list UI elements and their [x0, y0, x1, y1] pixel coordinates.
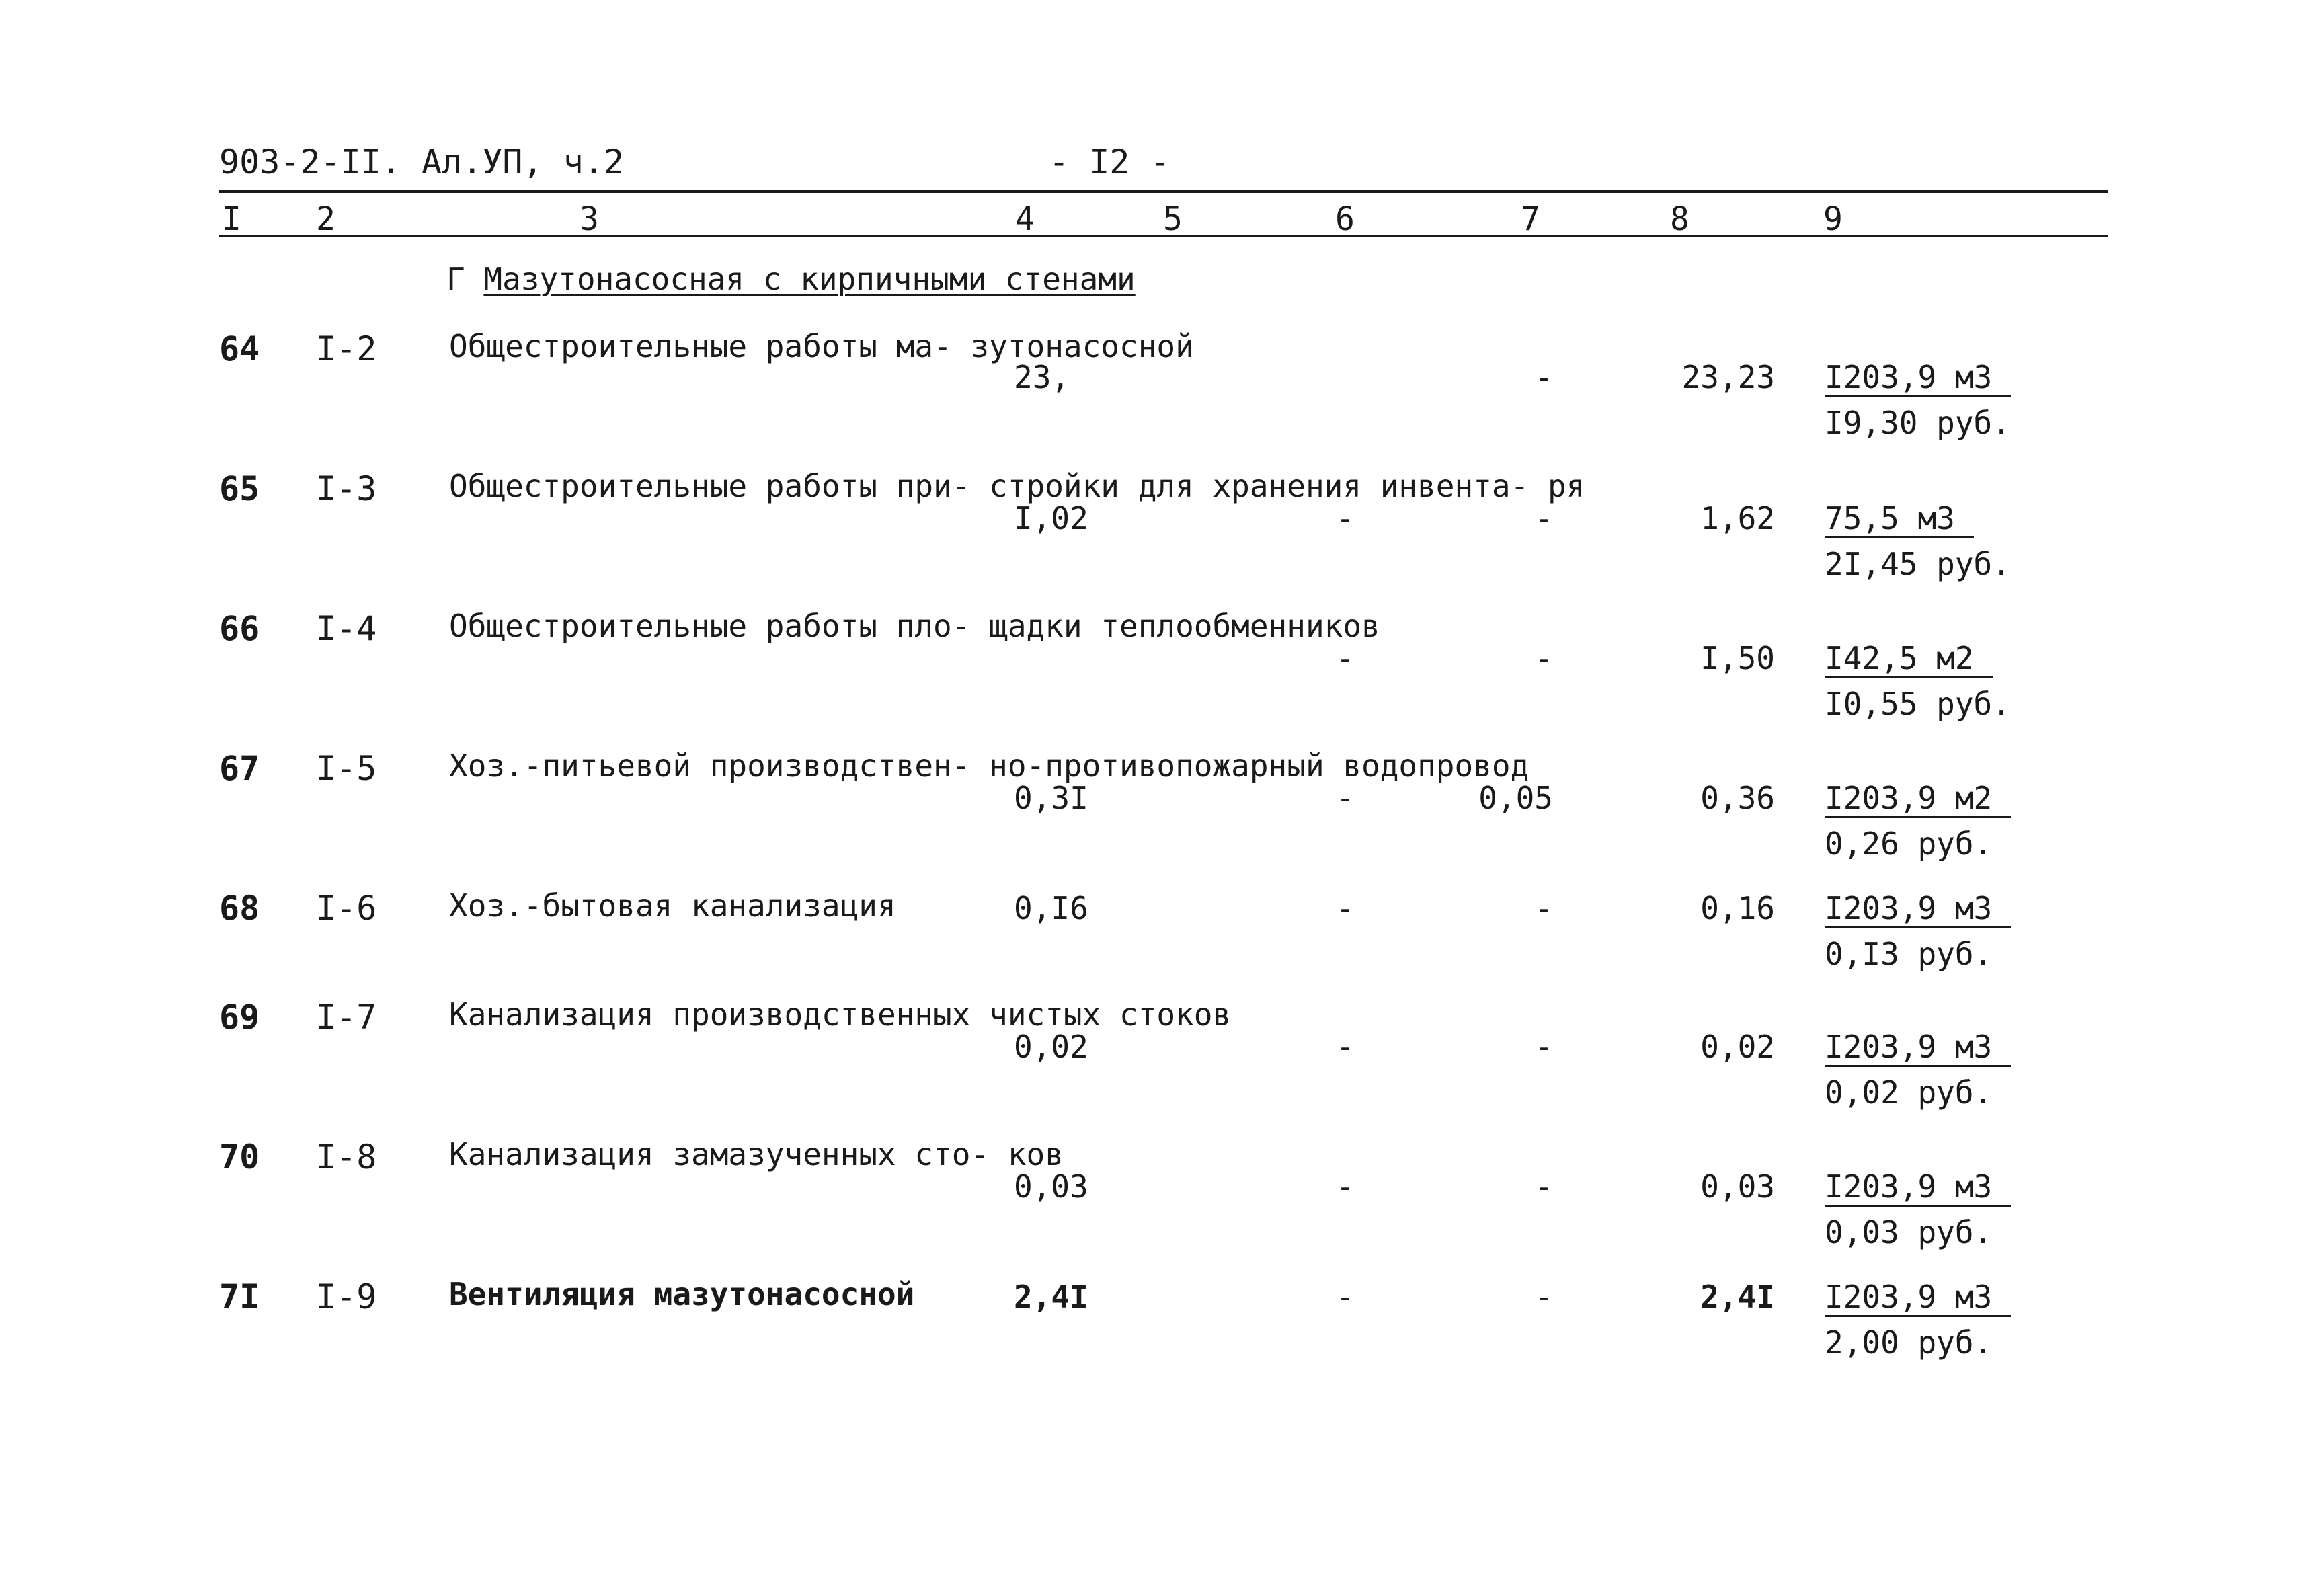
unit-price: I9,30 руб.: [1825, 405, 2011, 441]
column-number-4: 4: [1015, 200, 1035, 238]
unit-price: I0,55 руб.: [1825, 686, 2011, 722]
column-8-value: 0,36: [1700, 780, 1775, 816]
row-number: 68: [219, 889, 260, 928]
unit-cost: [1825, 354, 2011, 445]
work-code: I-5: [316, 749, 377, 788]
unit-price: 2,00 руб.: [1825, 1324, 1993, 1361]
column-4-value: I,02: [1014, 500, 1088, 536]
table-row: [0, 609, 2308, 744]
unit-price: 0,02 руб.: [1825, 1074, 1993, 1111]
column-8-value: 1,62: [1700, 500, 1775, 536]
work-description: Канализация производственных чистых стоков: [449, 996, 1232, 1033]
column-number-1: I: [222, 200, 241, 238]
column-4-value: 23,: [1014, 359, 1070, 395]
unit-price: 0,26 руб.: [1825, 826, 1993, 862]
column-7-value: -: [1534, 1029, 1553, 1065]
column-4-value: 0,02: [1014, 1029, 1088, 1065]
work-code: I-8: [316, 1138, 377, 1176]
unit-cost: [1825, 1163, 2011, 1254]
column-7-value: -: [1534, 890, 1553, 926]
column-6-value: -: [1336, 1029, 1355, 1065]
work-description: Общестроительные работы при- стройки для хранения инвента- ря: [449, 468, 1585, 504]
column-7-value: -: [1534, 640, 1553, 676]
page-number: - I2 -: [1049, 143, 1170, 182]
column-number-6: 6: [1335, 200, 1355, 238]
work-description: Общестроительные работы пло- щадки теплообменников: [449, 608, 1380, 644]
row-number: 67: [219, 749, 260, 788]
column-number-9: 9: [1823, 200, 1843, 238]
work-description: Общестроительные работы ма- зутонасосной: [449, 328, 1194, 364]
column-number-3: 3: [580, 200, 599, 238]
unit-price: 2I,45 руб.: [1825, 546, 2011, 582]
table-row: [0, 749, 2308, 883]
column-8-value: 0,03: [1700, 1168, 1775, 1205]
row-number: 7I: [219, 1277, 260, 1316]
column-8-value: 0,16: [1700, 890, 1775, 926]
work-description: Хоз.-питьевой производствен- но-противопожарный водопровод: [449, 748, 1529, 784]
unit-cost: [1825, 774, 2011, 866]
column-6-value: -: [1336, 640, 1355, 676]
unit-cost: [1825, 1023, 2011, 1115]
header-top-rule: [219, 190, 2108, 193]
table-row: [0, 329, 2308, 464]
column-6-value: -: [1336, 1279, 1355, 1315]
row-number: 69: [219, 998, 260, 1037]
column-7-value: -: [1534, 1168, 1553, 1205]
column-number-8: 8: [1670, 200, 1689, 238]
unit-volume: I203,9 м3: [1825, 1029, 2011, 1067]
column-7-value: 0,05: [1478, 780, 1553, 816]
column-6-value: -: [1336, 890, 1355, 926]
work-description: Канализация замазученных сто- ков: [449, 1136, 1064, 1172]
unit-volume: 75,5 м3: [1825, 500, 1974, 538]
table-row: [0, 998, 2308, 1132]
table-row: [0, 469, 2308, 604]
work-description: Хоз.-бытовая канализация: [449, 887, 896, 924]
unit-volume: I203,9 м3: [1825, 890, 2011, 928]
column-8-value: 23,23: [1681, 359, 1775, 395]
unit-cost: [1825, 635, 2011, 726]
column-4-value: 0,03: [1014, 1168, 1088, 1205]
row-number: 65: [219, 469, 260, 508]
column-6-value: -: [1336, 1168, 1355, 1205]
unit-cost: [1825, 495, 2011, 586]
document-code: 903-2-II. Ал.УП, ч.2: [219, 143, 625, 182]
work-code: I-7: [316, 998, 377, 1037]
table-row: [0, 1277, 2308, 1412]
unit-cost: [1825, 885, 2011, 976]
unit-volume: I42,5 м2: [1825, 640, 1993, 678]
work-code: I-3: [316, 469, 377, 508]
unit-volume: I203,9 м3: [1825, 359, 2011, 397]
work-code: I-2: [316, 329, 377, 368]
row-number: 70: [219, 1138, 260, 1176]
column-7-value: -: [1534, 359, 1553, 395]
column-4-value: 2,4I: [1014, 1279, 1088, 1315]
column-6-value: -: [1336, 500, 1355, 536]
column-7-value: -: [1534, 1279, 1553, 1315]
column-number-5: 5: [1163, 200, 1183, 238]
work-code: I-9: [316, 1277, 377, 1316]
work-description: Вентиляция мазутонасосной: [449, 1276, 915, 1312]
column-number-2: 2: [316, 200, 335, 238]
work-code: I-6: [316, 889, 377, 928]
column-7-value: -: [1534, 500, 1553, 536]
column-4-value: 0,3I: [1014, 780, 1088, 816]
unit-price: 0,I3 руб.: [1825, 936, 1993, 972]
work-code: I-4: [316, 609, 377, 648]
row-number: 64: [219, 329, 260, 368]
table-row: [0, 1138, 2308, 1272]
column-4-value: 0,I6: [1014, 890, 1088, 926]
unit-volume: I203,9 м3: [1825, 1168, 2011, 1207]
column-8-value: 0,02: [1700, 1029, 1775, 1065]
unit-cost: [1825, 1273, 2011, 1365]
section-title: [446, 261, 1136, 297]
unit-volume: I203,9 м2: [1825, 780, 2011, 818]
section-prefix: Г: [446, 261, 465, 297]
unit-volume: I203,9 м3: [1825, 1279, 2011, 1317]
column-8-value: I,50: [1700, 640, 1775, 676]
column-8-value: 2,4I: [1700, 1279, 1775, 1315]
section-title-text: Мазутонасосная с кирпичными стенами: [483, 261, 1136, 297]
column-number-7: 7: [1521, 200, 1540, 238]
row-number: 66: [219, 609, 260, 648]
unit-price: 0,03 руб.: [1825, 1214, 1993, 1250]
column-6-value: -: [1336, 780, 1355, 816]
